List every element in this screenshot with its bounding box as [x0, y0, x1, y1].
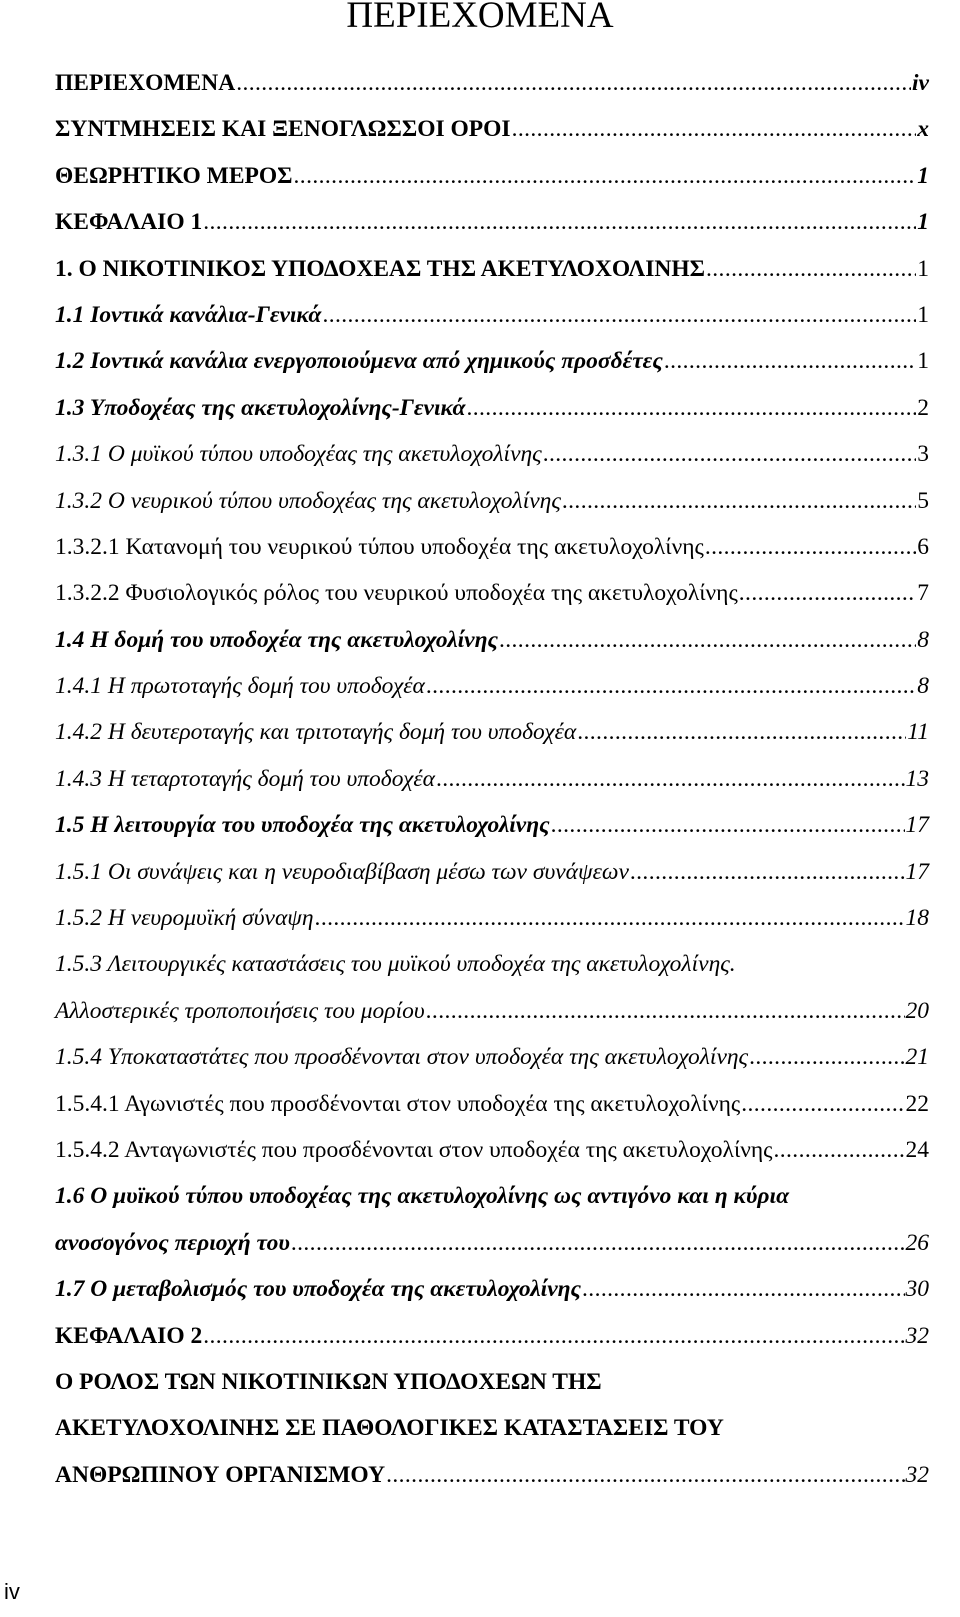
leader-dots [203, 1313, 904, 1359]
toc-entry-continuation[interactable]: ΑΚΕΤΥΛΟΧΟΛΙΝΗΣ ΣΕ ΠΑΘΟΛΟΓΙΚΕΣ ΚΑΤΑΣΤΑΣΕΙΣ ΤΟΥ [55, 1415, 724, 1442]
toc-entry[interactable]: 1.3.2 Ο νευρικού τύπου υποδοχέας της ακετυλοχολίνης ..... 5 [55, 478, 929, 524]
page-number: 8 [917, 673, 929, 700]
page-number: 24 [905, 1136, 929, 1163]
toc-entry[interactable]: 1.4.1 Η πρωτοταγής δομή του υποδοχέα ..... 8 [55, 663, 929, 709]
page-number: 1 [917, 209, 929, 236]
leader-dots [203, 199, 916, 245]
leader-dots [773, 1127, 904, 1173]
leader-dots [577, 709, 906, 755]
toc-entry[interactable]: 1.3.2.2 Φυσιολογικός ρόλος του νευρικού υποδοχέα της ακετυλοχολίνης ..... 7 [55, 570, 929, 616]
toc-entry[interactable]: ΠΕΡΙΕΧΟΜΕΝΑ ..... iv [55, 60, 929, 106]
page-number: 6 [917, 533, 929, 560]
leader-dots [551, 802, 905, 848]
leader-dots [582, 1266, 904, 1312]
leader-dots [315, 895, 905, 941]
leader-dots [436, 756, 905, 802]
leader-dots [739, 570, 916, 616]
leader-dots [466, 385, 916, 431]
page-number: 30 [905, 1276, 929, 1303]
toc-entry[interactable]: 1.3.2.1 Κατανομή του νευρικού τύπου υποδοχέα της ακετυλοχολίνης ..... 6 [55, 524, 929, 570]
toc-entry[interactable]: ΘΕΩΡΗΤΙΚΟ ΜΕΡΟΣ ..... 1 [55, 153, 929, 199]
leader-dots [630, 849, 905, 895]
toc-entry[interactable]: 1.4 Η δομή του υποδοχέα της ακετυλοχολίνης ..... 8 [55, 617, 929, 663]
page-number: 1 [917, 162, 929, 189]
page-number: 11 [907, 719, 929, 746]
toc-entry[interactable]: 1.5.4 Υποκαταστάτες που προσδένονται στον υποδοχέα της ακετυλοχολίνης ..... 21 [55, 1034, 929, 1080]
page-number: 17 [905, 858, 929, 885]
page-number: 17 [905, 812, 929, 839]
page-number: 20 [905, 997, 929, 1024]
toc-entry[interactable]: 1. Ο ΝΙΚΟΤΙΝΙΚΟΣ ΥΠΟΔΟΧΕΑΣ ΤΗΣ ΑΚΕΤΥΛΟΧΟΛΙΝΗΣ ..... 1 [55, 246, 929, 292]
toc-entry[interactable]: ΚΕΦΑΛΑΙΟ 2 ..... 32 [55, 1313, 929, 1359]
leader-dots [543, 431, 917, 477]
page-number: 1 [917, 301, 929, 328]
leader-dots [236, 60, 911, 106]
leader-dots [705, 524, 916, 570]
page-number: 18 [905, 905, 929, 932]
toc-entry[interactable]: 1.5.1 Οι συνάψεις και η νευροδιαβίβαση μέσω των συνάψεων ..... 17 [55, 849, 929, 895]
leader-dots [512, 106, 917, 152]
toc-entry[interactable]: 1.7 Ο μεταβολισμός του υποδοχέα της ακετυλοχολίνης ..... 30 [55, 1266, 929, 1312]
page-number: 26 [905, 1229, 929, 1256]
page-number: 22 [905, 1090, 929, 1117]
leader-dots [562, 478, 916, 524]
leader-dots [322, 292, 916, 338]
toc-entry[interactable]: 1.6 Ο μυϊκού τύπου υποδοχέας της ακετυλοχολίνης ως αντιγόνο και η κύρια [55, 1183, 790, 1210]
leader-dots [426, 988, 905, 1034]
toc-entry[interactable]: 1.3 Υποδοχέας της ακετυλοχολίνης-Γενικά ..... 2 [55, 385, 929, 431]
page-title: ΠΕΡΙΕΧΟΜΕΝΑ [346, 0, 614, 36]
page-number: iv [912, 70, 929, 96]
footer-page-number: iv [4, 1579, 20, 1604]
toc-entry[interactable]: Ο ΡΟΛΟΣ ΤΩΝ ΝΙΚΟΤΙΝΙΚΩΝ ΥΠΟΔΟΧΕΩΝ ΤΗΣ [55, 1368, 602, 1395]
leader-dots [706, 246, 916, 292]
page-number: x [917, 116, 929, 143]
toc-entry[interactable]: 1.1 Ιοντικά κανάλια-Γενικά ..... 1 [55, 292, 929, 338]
page-number: 5 [917, 487, 929, 514]
page-number: 1 [917, 348, 929, 375]
toc-entry[interactable]: ΣΥΝΤΜΗΣΕΙΣ ΚΑΙ ΞΕΝΟΓΛΩΣΣΟΙ ΟΡΟΙ ..... x [55, 106, 929, 152]
leader-dots [294, 153, 917, 199]
toc-entry-continuation[interactable]: ανοσογόνος περιοχή του ..... 26 [55, 1220, 929, 1266]
table-of-contents [55, 60, 929, 1498]
toc-entry[interactable]: 1.2 Ιοντικά κανάλια ενεργοποιούμενα από χημικούς προσδέτες ..... 1 [55, 338, 929, 384]
page-number: 3 [917, 441, 929, 468]
leader-dots [499, 617, 916, 663]
toc-entry[interactable]: 1.5 Η λειτουργία του υποδοχέα της ακετυλοχολίνης ..... 17 [55, 802, 929, 848]
toc-entry[interactable]: ΚΕΦΑΛΑΙΟ 1 ..... 1 [55, 199, 929, 245]
leader-dots [664, 338, 916, 384]
page-number: 1 [917, 255, 929, 282]
toc-entry-continuation[interactable]: Αλλοστερικές τροποποιήσεις του μορίου ..... 20 [55, 988, 929, 1034]
page-number: 13 [905, 765, 929, 792]
toc-entry[interactable]: 1.5.2 Η νευρομυϊκή σύναψη ..... 18 [55, 895, 929, 941]
page-number: 32 [905, 1322, 929, 1349]
toc-entry[interactable]: 1.4.3 Η τεταρτοταγής δομή του υποδοχέα ..... 13 [55, 756, 929, 802]
page-number: 2 [917, 394, 929, 421]
toc-entry[interactable]: 1.5.4.1 Αγωνιστές που προσδένονται στον υποδοχέα της ακετυλοχολίνης ..... 22 [55, 1081, 929, 1127]
leader-dots [749, 1034, 904, 1080]
toc-entry[interactable]: 1.4.2 Η δευτεροταγής και τριτοταγής δομή του υποδοχέα ..... 11 [55, 709, 929, 755]
page-number: 21 [905, 1044, 929, 1071]
page-number: 32 [905, 1461, 929, 1488]
toc-entry[interactable]: 1.5.4.2 Ανταγωνιστές που προσδένονται στον υποδοχέα της ακετυλοχολίνης ..... 24 [55, 1127, 929, 1173]
toc-entry[interactable]: 1.3.1 Ο μυϊκού τύπου υποδοχέας της ακετυλοχολίνης ..... 3 [55, 431, 929, 477]
toc-entry[interactable]: 1.5.3 Λειτουργικές καταστάσεις του μυϊκού υποδοχέα της ακετυλοχολίνης. [55, 951, 736, 978]
toc-entry-continuation[interactable]: ΑΝΘΡΩΠΙΝΟΥ ΟΡΓΑΝΙΣΜΟΥ ..... 32 [55, 1452, 929, 1498]
leader-dots [386, 1452, 904, 1498]
page-number: 7 [917, 580, 929, 607]
leader-dots [741, 1081, 904, 1127]
leader-dots [426, 663, 916, 709]
leader-dots [291, 1220, 905, 1266]
page-number: 8 [917, 626, 929, 653]
